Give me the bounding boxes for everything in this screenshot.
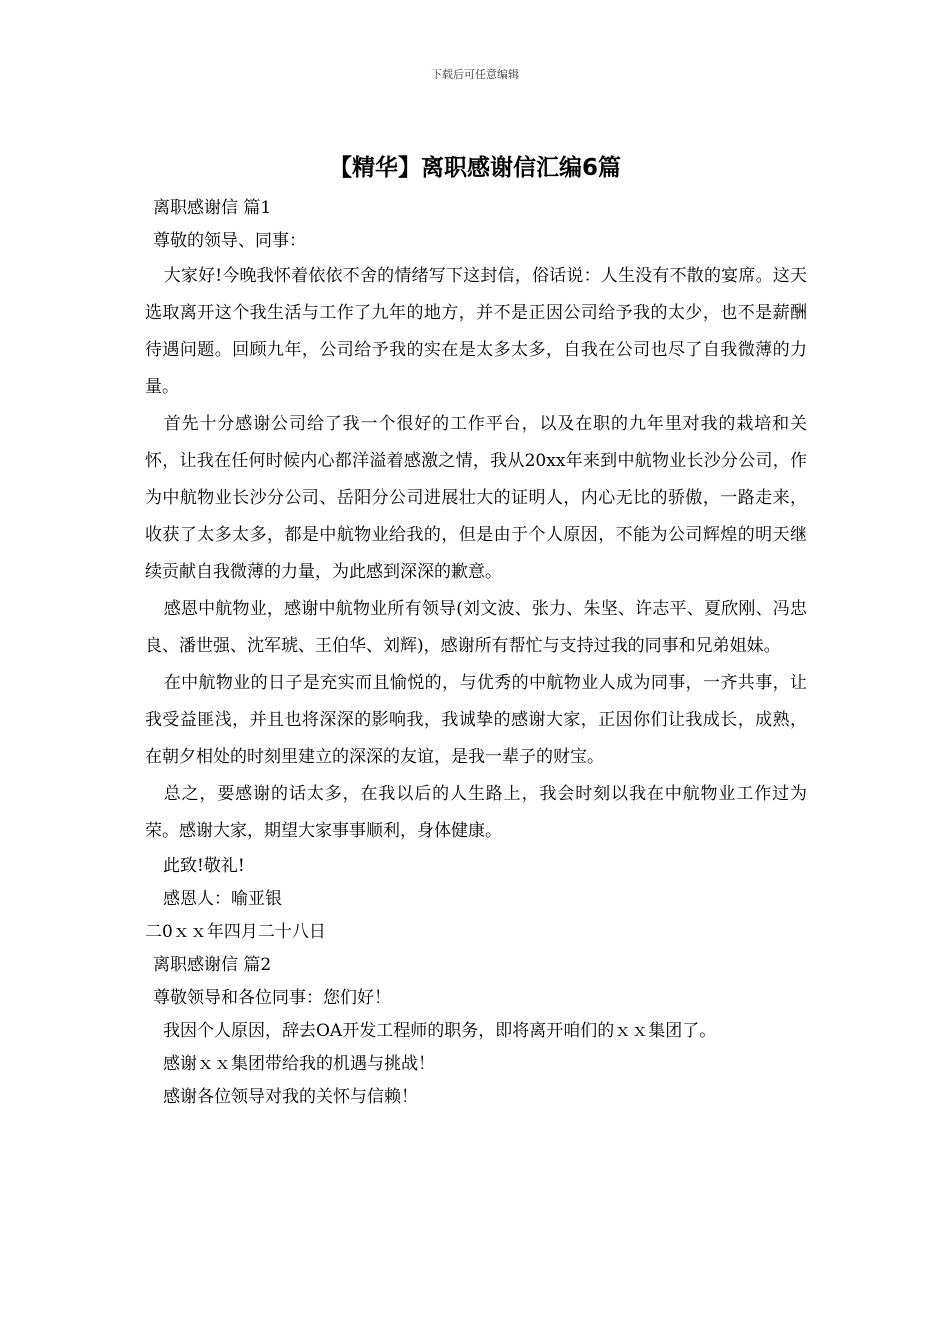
letter-2-salutation: 尊敬领导和各位同事：您们好！ bbox=[153, 988, 391, 1008]
letter-1-date: 二0ｘｘ年四月二十八日 bbox=[145, 922, 326, 942]
document-title: 【精华】离职感谢信汇编6篇 bbox=[328, 155, 621, 181]
letter-1-heading: 离职感谢信 篇1 bbox=[153, 198, 272, 218]
document-body bbox=[145, 192, 807, 1114]
letter-1-paragraph: 大家好!今晚我怀着依依不舍的情绪写下这封信，俗话说：人生没有不散的宴席。这天选取离开这个我生活与工作了九年的地方，并不是正因公司给予我的太少，也不是薪酬待遇问题。回顾九年，公司给予我的实在是太多太多，自我在公司也尽了自我微薄的力量。 bbox=[145, 266, 807, 397]
letter-1-closing: 此致!敬礼! bbox=[163, 856, 245, 876]
letter-1-paragraph: 感恩中航物业，感谢中航物业所有领导(刘文波、张力、朱坚、许志平、夏欣刚、冯忠良、潘世强、沈军琥、王伯华、刘辉)，感谢所有帮忙与支持过我的同事和兄弟姐妹。 bbox=[145, 599, 807, 656]
letter-1-paragraph: 在中航物业的日子是充实而且愉悦的，与优秀的中航物业人成为同事，一齐共事，让我受益匪浅，并且也将深深的影响我，我诚挚的感谢大家，正因你们让我成长，成熟，在朝夕相处的时刻里建立的深深的友谊，是我一辈子的财宝。 bbox=[145, 673, 807, 767]
letter-1-paragraph: 总之，要感谢的话太多，在我以后的人生路上，我会时刻以我在中航物业工作过为荣。感谢大家，期望大家事事顺利，身体健康。 bbox=[145, 784, 807, 841]
letter-1-signature: 感恩人：喻亚银 bbox=[163, 889, 282, 909]
letter-2-line: 感谢各位领导对我的关怀与信赖！ bbox=[163, 1087, 418, 1107]
letter-2-heading: 离职感谢信 篇2 bbox=[153, 955, 272, 975]
letter-2-line: 我因个人原因，辞去OA开发工程师的职务，即将离开咱们的ｘｘ集团了。 bbox=[163, 1021, 717, 1041]
header-note: 下载后可任意编辑 bbox=[431, 68, 519, 81]
letter-2-line: 感谢ｘｘ集团带给我的机遇与挑战！ bbox=[163, 1054, 435, 1074]
letter-1-paragraph: 首先十分感谢公司给了我一个很好的工作平台，以及在职的九年里对我的栽培和关怀，让我在任何时候内心都洋溢着感激之情，我从20xx年来到中航物业长沙分公司，作为中航物业长沙分公司、岳阳分公司进展壮大的证明人，内心无比的骄傲，一路走来，收获了太多太多，都是中航物业给我的，但是由于个人原因，不能为公司辉煌的明天继续贡献自我微薄的力量，为此感到深深的歉意。 bbox=[145, 414, 807, 582]
letter-1-salutation: 尊敬的领导、同事： bbox=[153, 231, 306, 251]
